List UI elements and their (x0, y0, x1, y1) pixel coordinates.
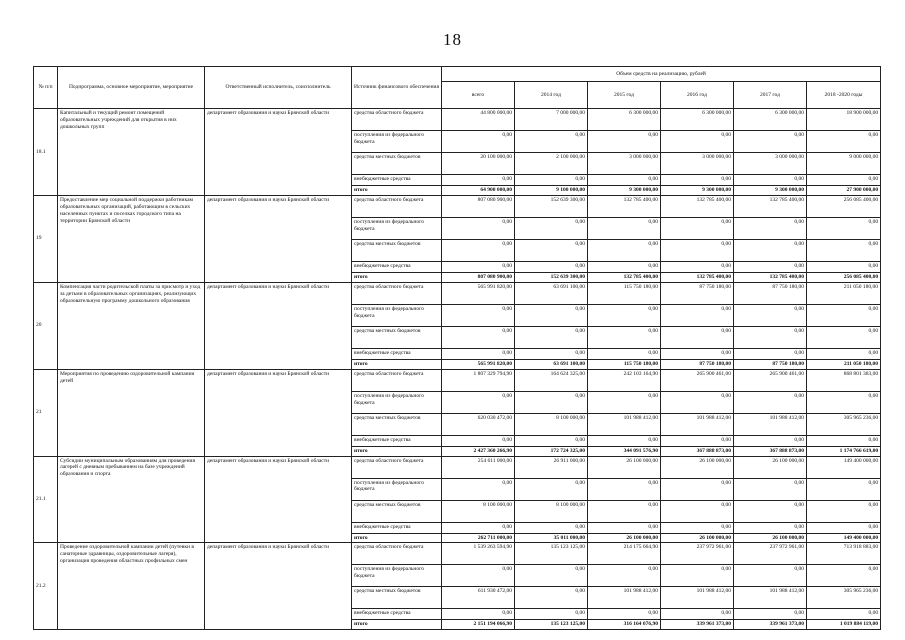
amount-cell: 27 900 000,00 (807, 186, 881, 196)
amount-cell: 26 100 000,00 (588, 533, 661, 543)
table-row (34, 369, 881, 391)
amount-cell: 0,00 (661, 326, 734, 348)
amount-cell: 0,00 (515, 391, 588, 413)
amount-cell: 0,00 (588, 435, 661, 446)
budget-table (33, 66, 881, 630)
amount-cell: 367 888 873,00 (661, 446, 734, 456)
header-year: 2014 год (515, 82, 588, 109)
amount-cell: 0,00 (515, 239, 588, 261)
amount-cell: 713 918 883,00 (807, 543, 881, 565)
amount-cell: 0,00 (807, 435, 881, 446)
header-subprogram: Подпрограмма, основное мероприятие, мероприятие (58, 67, 205, 109)
amount-cell: 2 151 194 066,90 (442, 620, 515, 630)
funding-source: средства местных бюджетов (352, 239, 442, 261)
amount-cell: 0,00 (588, 239, 661, 261)
amount-cell: 3 000 000,00 (661, 153, 734, 175)
executor: департамент образования и науки Брянской области (205, 456, 352, 543)
funding-source: поступления из федерального бюджета (352, 565, 442, 587)
funding-source: средства областного бюджета (352, 109, 442, 131)
amount-cell: 0,00 (588, 326, 661, 348)
amount-cell: 0,00 (734, 391, 807, 413)
measure-name: Мероприятия по проведению оздоровительной кампании детей (58, 369, 205, 456)
amount-cell: 0,00 (588, 478, 661, 500)
amount-cell: 0,00 (588, 609, 661, 620)
amount-cell: 0,00 (734, 175, 807, 186)
amount-cell: 132 785 400,00 (661, 195, 734, 217)
amount-cell: 26 100 000,00 (734, 456, 807, 478)
amount-cell: 26 100 000,00 (661, 533, 734, 543)
amount-cell: 8 100 000,00 (442, 500, 515, 522)
amount-cell: 3 000 000,00 (734, 153, 807, 175)
amount-cell: 6 300 000,00 (734, 109, 807, 131)
amount-cell: 0,00 (442, 239, 515, 261)
amount-cell: 0,00 (588, 522, 661, 533)
amount-cell: 339 961 373,00 (734, 620, 807, 630)
funding-source: средства областного бюджета (352, 282, 442, 304)
amount-cell: 1 174 766 619,00 (807, 446, 881, 456)
funding-source: внебюджетные средства (352, 435, 442, 446)
funding-source: итого (352, 359, 442, 369)
amount-cell: 132 785 400,00 (734, 195, 807, 217)
amount-cell: 135 123 125,00 (515, 620, 588, 630)
amount-cell: 0,00 (661, 522, 734, 533)
header-executor: Ответственный исполнитель, соисполнитель (205, 67, 352, 109)
amount-cell: 0,00 (515, 478, 588, 500)
amount-cell: 367 888 873,00 (734, 446, 807, 456)
funding-source: итого (352, 620, 442, 630)
funding-source: поступления из федерального бюджета (352, 478, 442, 500)
amount-cell: 0,00 (588, 348, 661, 359)
amount-cell: 6 300 000,00 (661, 109, 734, 131)
amount-cell: 0,00 (515, 522, 588, 533)
amount-cell: 0,00 (442, 565, 515, 587)
funding-source: поступления из федерального бюджета (352, 304, 442, 326)
amount-cell: 0,00 (734, 131, 807, 153)
amount-cell: 237 972 961,00 (734, 543, 807, 565)
amount-cell: 132 785 400,00 (588, 195, 661, 217)
amount-cell: 0,00 (442, 217, 515, 239)
amount-cell: 26 100 000,00 (588, 456, 661, 478)
amount-cell: 101 988 412,00 (588, 587, 661, 609)
amount-cell: 0,00 (807, 500, 881, 522)
amount-cell: 0,00 (734, 478, 807, 500)
amount-cell: 0,00 (588, 500, 661, 522)
amount-cell: 265 900 461,00 (734, 369, 807, 391)
amount-cell: 316 164 076,90 (588, 620, 661, 630)
amount-cell: 339 961 373,00 (661, 620, 734, 630)
funding-source: средства местных бюджетов (352, 413, 442, 435)
amount-cell: 149 400 000,00 (807, 456, 881, 478)
amount-cell: 64 900 000,00 (442, 186, 515, 196)
measure-name: Проведение оздоровительной кампании детей (путевки в санаторные здравницы, оздоровительные лагеря), организация проведения областных профильных смен (58, 543, 205, 630)
amount-cell: 0,00 (734, 609, 807, 620)
funding-source: итого (352, 272, 442, 282)
amount-cell: 0,00 (807, 391, 881, 413)
amount-cell: 0,00 (515, 609, 588, 620)
executor: департамент образования и науки Брянской области (205, 195, 352, 282)
row-number: 19 (34, 195, 58, 282)
amount-cell: 565 991 820,00 (442, 282, 515, 304)
amount-cell: 0,00 (661, 217, 734, 239)
table-row (34, 195, 881, 217)
amount-cell: 256 085 400,00 (807, 272, 881, 282)
amount-cell: 35 011 000,00 (515, 533, 588, 543)
page-number: 18 (443, 30, 462, 49)
header-source: Источник финансового обеспечения (352, 67, 442, 109)
funding-source: средства местных бюджетов (352, 500, 442, 522)
row-number: 18.1 (34, 109, 58, 196)
amount-cell: 0,00 (442, 304, 515, 326)
amount-cell: 1 019 884 119,00 (807, 620, 881, 630)
amount-cell: 20 100 000,00 (442, 153, 515, 175)
amount-cell: 87 750 180,00 (661, 359, 734, 369)
header-year: 2016 год (661, 82, 734, 109)
amount-cell: 0,00 (807, 565, 881, 587)
amount-cell: 262 711 000,00 (442, 533, 515, 543)
funding-source: средства местных бюджетов (352, 326, 442, 348)
amount-cell: 0,00 (734, 217, 807, 239)
amount-cell: 0,00 (734, 261, 807, 272)
amount-cell: 0,00 (734, 522, 807, 533)
funding-source: внебюджетные средства (352, 348, 442, 359)
amount-cell: 132 785 400,00 (661, 272, 734, 282)
amount-cell: 237 972 961,00 (661, 543, 734, 565)
amount-cell: 9 300 000,00 (588, 186, 661, 196)
amount-cell: 0,00 (661, 348, 734, 359)
amount-cell: 8 100 000,00 (515, 413, 588, 435)
amount-cell: 214 175 664,90 (588, 543, 661, 565)
measure-name: Субсидии муниципальным образованиям для проведения лагерей с дневным пребыванием на базе учреждений образования и спорта (58, 456, 205, 543)
amount-cell: 0,00 (442, 609, 515, 620)
amount-cell: 0,00 (734, 304, 807, 326)
row-number: 21.2 (34, 543, 58, 630)
header-year: 2015 год (588, 82, 661, 109)
executor: департамент образования и науки Брянской области (205, 109, 352, 196)
amount-cell: 0,00 (515, 175, 588, 186)
amount-cell: 2 100 000,00 (515, 153, 588, 175)
amount-cell: 26 100 000,00 (734, 533, 807, 543)
amount-cell: 305 965 236,00 (807, 587, 881, 609)
amount-cell: 2 427 360 266,90 (442, 446, 515, 456)
measure-name: Компенсация части родительской платы за присмотр и уход за детьми в образовательных организациях, реализующих образовательную программу дошкольного образования (58, 282, 205, 369)
funding-source: поступления из федерального бюджета (352, 217, 442, 239)
amount-cell: 0,00 (661, 304, 734, 326)
amount-cell: 0,00 (442, 326, 515, 348)
funding-source: внебюджетные средства (352, 609, 442, 620)
amount-cell: 0,00 (734, 500, 807, 522)
amount-cell: 101 988 412,00 (661, 413, 734, 435)
table-row (34, 543, 881, 565)
funding-source: итого (352, 186, 442, 196)
amount-cell: 0,00 (515, 565, 588, 587)
table-row (34, 109, 881, 131)
amount-cell: 132 785 400,00 (588, 272, 661, 282)
amount-cell: 807 080 900,00 (442, 272, 515, 282)
amount-cell: 0,00 (442, 478, 515, 500)
funding-source: средства областного бюджета (352, 543, 442, 565)
amount-cell: 0,00 (734, 435, 807, 446)
amount-cell: 0,00 (515, 435, 588, 446)
amount-cell: 164 624 325,00 (515, 369, 588, 391)
amount-cell: 807 080 900,00 (442, 195, 515, 217)
funding-source: поступления из федерального бюджета (352, 391, 442, 413)
amount-cell: 115 750 180,00 (588, 359, 661, 369)
amount-cell: 0,00 (661, 239, 734, 261)
amount-cell: 0,00 (807, 239, 881, 261)
amount-cell: 0,00 (515, 131, 588, 153)
header-year: всего (442, 82, 515, 109)
amount-cell: 0,00 (442, 261, 515, 272)
amount-cell: 0,00 (807, 609, 881, 620)
amount-cell: 1 807 329 794,90 (442, 369, 515, 391)
amount-cell: 0,00 (807, 522, 881, 533)
executor: департамент образования и науки Брянской области (205, 369, 352, 456)
amount-cell: 344 091 576,90 (588, 446, 661, 456)
amount-cell: 26 911 000,00 (515, 456, 588, 478)
amount-cell: 18 900 000,00 (807, 109, 881, 131)
amount-cell: 0,00 (442, 435, 515, 446)
amount-cell: 620 030 472,00 (442, 413, 515, 435)
amount-cell: 0,00 (734, 326, 807, 348)
amount-cell: 0,00 (588, 131, 661, 153)
amount-cell: 0,00 (807, 326, 881, 348)
table-row (34, 282, 881, 304)
amount-cell: 0,00 (661, 261, 734, 272)
amount-cell: 26 100 000,00 (661, 456, 734, 478)
amount-cell: 0,00 (807, 478, 881, 500)
header-year: 2017 год (734, 82, 807, 109)
measure-name: Предоставление мер социальной поддержки работникам образовательных организаций, работающим в сельских населенных пунктах и поселках городского типа на территории Брянской области (58, 195, 205, 282)
amount-cell: 6 300 000,00 (588, 109, 661, 131)
funding-source: внебюджетные средства (352, 175, 442, 186)
amount-cell: 132 785 400,00 (734, 272, 807, 282)
amount-cell: 0,00 (661, 391, 734, 413)
amount-cell: 0,00 (661, 175, 734, 186)
amount-cell: 0,00 (807, 131, 881, 153)
amount-cell: 101 988 412,00 (661, 587, 734, 609)
amount-cell: 254 611 000,00 (442, 456, 515, 478)
funding-source: внебюджетные средства (352, 522, 442, 533)
amount-cell: 9 100 000,00 (515, 186, 588, 196)
executor: департамент образования и науки Брянской области (205, 543, 352, 630)
funding-source: внебюджетные средства (352, 261, 442, 272)
amount-cell: 0,00 (661, 609, 734, 620)
amount-cell: 868 801 383,00 (807, 369, 881, 391)
amount-cell: 0,00 (515, 587, 588, 609)
amount-cell: 135 123 125,00 (515, 543, 588, 565)
funding-source: средства местных бюджетов (352, 587, 442, 609)
amount-cell: 0,00 (734, 565, 807, 587)
funding-source: средства областного бюджета (352, 456, 442, 478)
amount-cell: 0,00 (807, 304, 881, 326)
row-number: 20 (34, 282, 58, 369)
amount-cell: 0,00 (515, 304, 588, 326)
amount-cell: 101 988 412,00 (734, 587, 807, 609)
header-num: № п/п (34, 67, 58, 109)
header-volume: Объем средств на реализацию, рублей (442, 67, 881, 82)
amount-cell: 0,00 (588, 565, 661, 587)
amount-cell: 152 639 300,00 (515, 272, 588, 282)
amount-cell: 0,00 (807, 175, 881, 186)
amount-cell: 256 085 400,00 (807, 195, 881, 217)
table-row (34, 456, 881, 478)
amount-cell: 152 639 300,00 (515, 195, 588, 217)
amount-cell: 242 103 164,90 (588, 369, 661, 391)
amount-cell: 0,00 (588, 217, 661, 239)
amount-cell: 87 750 180,00 (661, 282, 734, 304)
amount-cell: 211 050 180,00 (807, 282, 881, 304)
table-body (34, 109, 881, 630)
row-number: 21 (34, 369, 58, 456)
amount-cell: 87 750 180,00 (734, 359, 807, 369)
funding-source: средства местных бюджетов (352, 153, 442, 175)
amount-cell: 0,00 (442, 391, 515, 413)
amount-cell: 9 300 000,00 (734, 186, 807, 196)
amount-cell: 565 991 820,00 (442, 359, 515, 369)
amount-cell: 1 539 263 594,90 (442, 543, 515, 565)
amount-cell: 0,00 (661, 435, 734, 446)
amount-cell: 9 000 000,00 (807, 153, 881, 175)
amount-cell: 172 724 325,00 (515, 446, 588, 456)
amount-cell: 63 691 100,00 (515, 359, 588, 369)
amount-cell: 0,00 (442, 131, 515, 153)
amount-cell: 0,00 (588, 175, 661, 186)
amount-cell: 0,00 (807, 348, 881, 359)
row-number: 21.1 (34, 456, 58, 543)
amount-cell: 0,00 (588, 261, 661, 272)
measure-name: Капитальный и текущий ремонт помещений образовательных учреждений для открытия в них дошкольных групп (58, 109, 205, 196)
amount-cell: 211 050 180,00 (807, 359, 881, 369)
amount-cell: 0,00 (442, 175, 515, 186)
amount-cell: 0,00 (588, 391, 661, 413)
amount-cell: 0,00 (807, 261, 881, 272)
funding-source: поступления из федерального бюджета (352, 131, 442, 153)
amount-cell: 0,00 (661, 565, 734, 587)
amount-cell: 9 300 000,00 (661, 186, 734, 196)
amount-cell: 0,00 (442, 522, 515, 533)
amount-cell: 63 691 100,00 (515, 282, 588, 304)
amount-cell: 0,00 (661, 478, 734, 500)
amount-cell: 7 000 000,00 (515, 109, 588, 131)
funding-source: итого (352, 533, 442, 543)
amount-cell: 0,00 (515, 348, 588, 359)
amount-cell: 0,00 (661, 500, 734, 522)
amount-cell: 0,00 (734, 239, 807, 261)
amount-cell: 101 988 412,00 (588, 413, 661, 435)
amount-cell: 265 900 461,00 (661, 369, 734, 391)
amount-cell: 0,00 (442, 348, 515, 359)
amount-cell: 8 100 000,00 (515, 500, 588, 522)
amount-cell: 101 988 412,00 (734, 413, 807, 435)
amount-cell: 0,00 (734, 348, 807, 359)
amount-cell: 0,00 (588, 304, 661, 326)
amount-cell: 0,00 (661, 131, 734, 153)
amount-cell: 3 000 000,00 (588, 153, 661, 175)
funding-source: итого (352, 446, 442, 456)
amount-cell: 305 965 236,00 (807, 413, 881, 435)
amount-cell: 0,00 (515, 261, 588, 272)
funding-source: средства областного бюджета (352, 195, 442, 217)
funding-source: средства областного бюджета (352, 369, 442, 391)
amount-cell: 0,00 (515, 217, 588, 239)
amount-cell: 87 750 180,00 (734, 282, 807, 304)
amount-cell: 149 400 000,00 (807, 533, 881, 543)
header-year: 2018 -2020 годы (807, 82, 881, 109)
amount-cell: 611 930 472,00 (442, 587, 515, 609)
amount-cell: 115 750 180,00 (588, 282, 661, 304)
executor: департамент образования и науки Брянской области (205, 282, 352, 369)
amount-cell: 0,00 (807, 217, 881, 239)
amount-cell: 44 800 000,00 (442, 109, 515, 131)
amount-cell: 0,00 (515, 326, 588, 348)
